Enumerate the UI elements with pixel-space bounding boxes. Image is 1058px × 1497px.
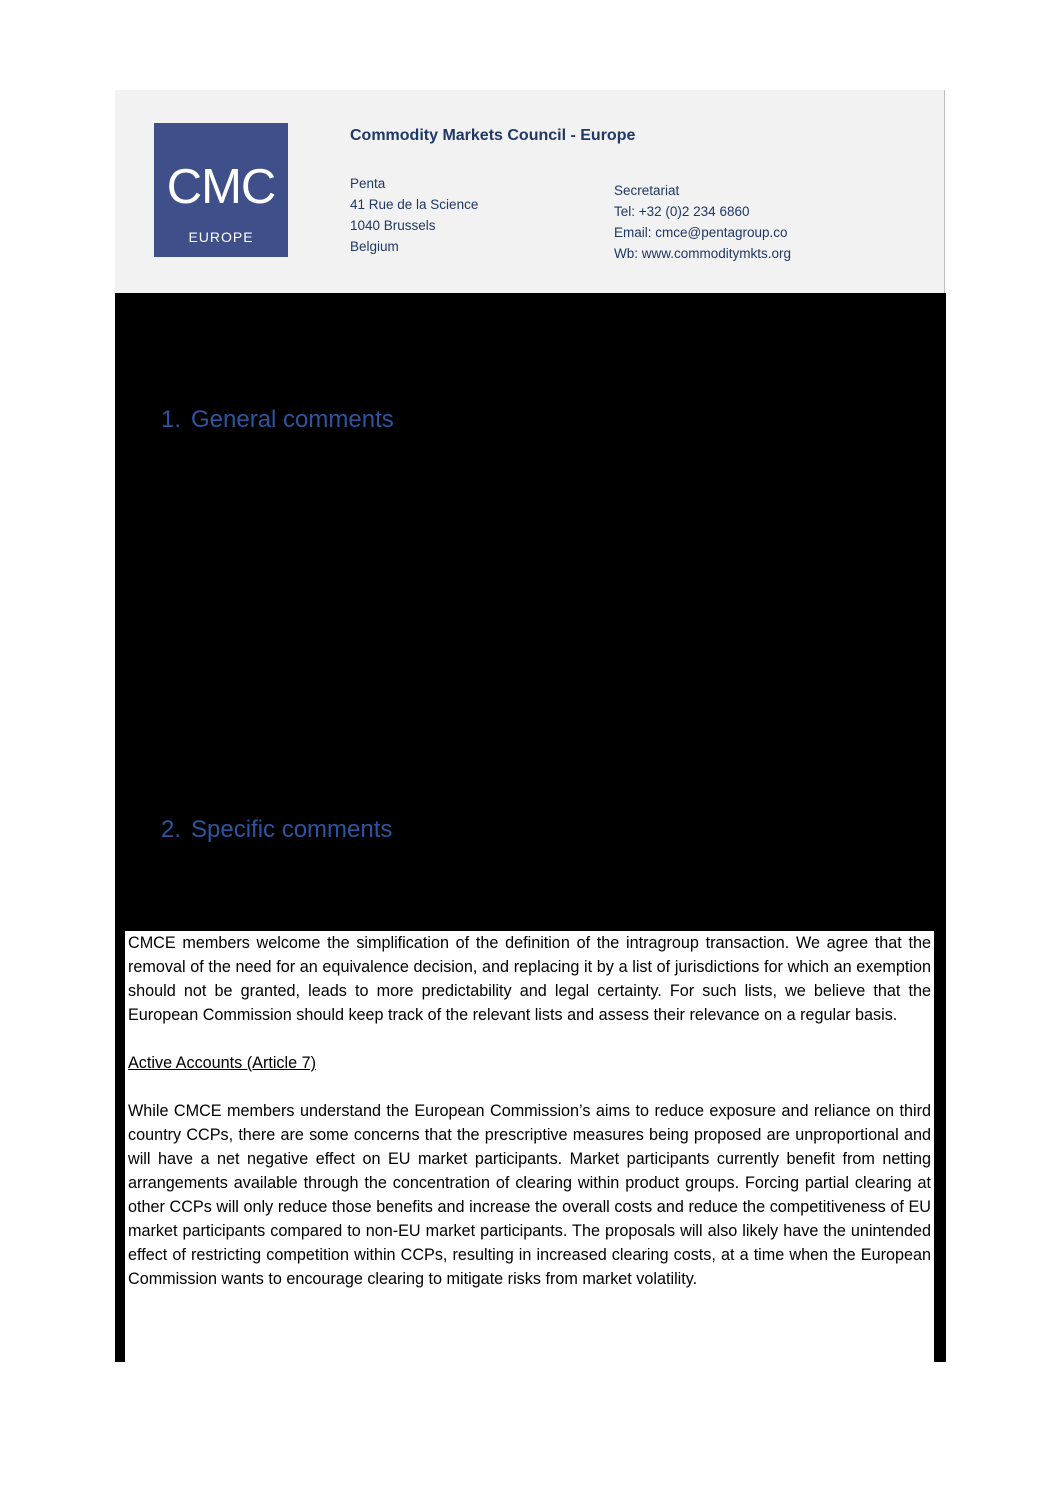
body-paragraph: CMCE members welcome the simplification of the definition of the intragroup transaction. We agree that the removal of the need for an equivalence decision, and replacing it by a list of jurisdictions for which an exemption should not be granted, leads to more predictability and legal certainty. For such lists, we believe that the European Commission should keep track of the relevant lists and assess their relevance on a regular basis.: [128, 934, 931, 1024]
logo-sub-text: EUROPE: [188, 229, 254, 245]
organization-name: Commodity Markets Council - Europe: [350, 127, 636, 144]
visible-text-box: [125, 931, 934, 1362]
postal-address: [350, 173, 478, 257]
contact-website: Wb: www.commoditymkts.org: [614, 246, 792, 261]
contact-details: [614, 180, 791, 264]
address-line: 41 Rue de la Science: [350, 197, 479, 212]
cmc-europe-logo: [154, 123, 288, 257]
section-number: 1.: [161, 406, 182, 433]
contact-email: Email: cmce@pentagroup.co: [614, 225, 788, 240]
contact-line: Secretariat: [614, 183, 680, 198]
address-line: 1040 Brussels: [350, 218, 436, 233]
section-title: General comments: [191, 406, 394, 433]
address-line: Penta: [350, 176, 386, 191]
section-heading-specific: [161, 816, 392, 844]
subheading-active-accounts: Active Accounts (Article 7): [128, 1054, 317, 1072]
address-line: Belgium: [350, 239, 399, 254]
section-heading-general: [161, 406, 394, 434]
section-number: 2.: [161, 816, 182, 843]
logo-main-text: CMC: [166, 160, 276, 214]
contact-phone: Tel: +32 (0)2 234 6860: [614, 204, 750, 219]
body-paragraph: While CMCE members understand the European Commission’s aims to reduce exposure and reliance on third country CCPs, there are some concerns that the prescriptive measures being proposed are unproportional and will have a net negative effect on EU market participants. Market participants currently benefit from netting arrangements available through the concentration of clearing within product groups. Forcing partial clearing at other CCPs will only reduce those benefits and increase the overall costs and reduce the competitiveness of EU market participants compared to non-EU market participants. The proposals will also likely have the unintended effect of restricting competition within CCPs, resulting in increased clearing costs, at a time when the European Commission wants to encourage clearing to mitigate risks from market volatility.: [128, 1102, 931, 1288]
section-title: Specific comments: [191, 816, 393, 843]
